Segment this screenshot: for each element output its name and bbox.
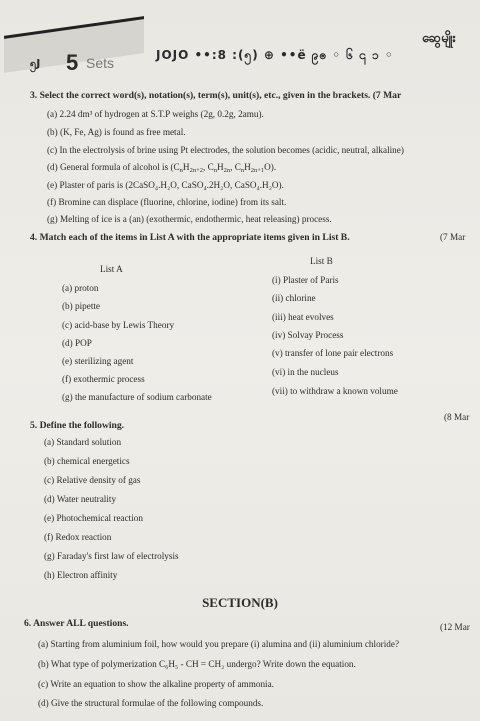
q5-item: (f) Redox reaction [44,532,112,542]
q6-item-a: (a) Starting from aluminium foil, how would you prepare (i) alumina and (ii) aluminium chloride? [38,639,400,649]
q5-heading: 5. Define the following. [30,420,125,431]
q5-item: (c) Relative density of gas [44,475,141,485]
list-b-item: (vii) to withdraw a known volume [272,386,398,396]
q3-item-g: (g) Melting of ice is a (an) (exothermic, endothermic, heat releasing) process. [47,214,332,224]
page-header [4,14,480,75]
list-b-item: (i) Plaster of Paris [272,275,339,285]
header-title: JOJO ••:8 :(၅) ⊕ ••ë ၉ၜ ◦ ၆ ၎ ၁ ◦ [156,48,394,62]
q6-item-c: (c) Write an equation to show the alkaline property of ammonia. [38,679,274,689]
section-heading: SECTION(B) [202,595,278,610]
list-b-item: (iii) heat evolves [272,312,334,322]
q3-item-b: (b) (K, Fe, Ag) is found as free metal. [47,127,186,137]
q3-item-d: (d) General formula of alcohol is ($C_nH_{2n+2}$, $C_nH_{2n}$, $C_nH_{2n+1}O$). [47,162,277,174]
q3-item-e: (e) Plaster of paris is (2CaSO₄.H₂O, CaSO₄.2H₂O, CaSO₄.H₂O). [47,180,284,190]
list-b-item: (ii) chlorine [272,293,316,303]
list-b-title: List B [310,256,333,266]
q6-item-d: (d) Give the structural formulae of the following compounds. [38,698,264,708]
list-a-item: (c) acid-base by Lewis Theory [62,320,175,330]
header-word: Sets [86,55,115,71]
q5-item: (d) Water neutrality [44,494,117,504]
list-a-item: (a) proton [62,283,99,293]
q3-heading: 3. Select the correct word(s), notation(s), term(s), unit(s), etc., given in the brackets. (7 Mar [30,90,402,101]
list-a-item: (f) exothermic process [62,374,145,384]
header-prefix: ၅J [30,57,41,70]
list-a-item: (g) the manufacture of sodium carbonate [62,392,212,402]
q5-item: (b) chemical energetics [44,456,130,466]
list-b-item: (iv) Solvay Process [272,330,344,340]
header-number: 5 [66,50,79,75]
q5-item: (e) Photochemical reaction [44,513,143,523]
q6-marks: (12 Mar [440,622,470,632]
q5-item: (a) Standard solution [44,437,122,447]
q6-item-b: (b) What type of polymerization C₆H₅ - CH = CH₂ undergo? Write down the equation. [38,659,356,669]
q6-heading: 6. Answer ALL questions. [24,618,129,629]
list-b-item: (v) transfer of lone pair electrons [272,348,394,358]
q3-item-d-prefix: (d) General formula of alcohol is (C [47,162,180,172]
q5-item: (h) Electron affinity [44,570,118,580]
list-b-item: (vi) in the nucleus [272,367,339,377]
publisher-logo: ဆွေမျိုး [422,31,456,46]
list-a-title: List A [100,264,123,274]
q3-item-f: (f) Bromine can displace (fluorine, chlorine, iodine) from its salt. [47,197,287,207]
list-a-item: (b) pipette [62,301,101,311]
q5-item: (g) Faraday's first law of electrolysis [44,551,179,561]
list-a-item: (d) POP [62,338,92,348]
q3-item-c: (c) In the electrolysis of brine using Pt electrodes, the solution becomes (acidic, neutral, alkaline) [47,145,404,155]
q3-item-a: (a) 2.24 dm³ of hydrogen at S.T.P weighs (2g, 0.2g, 2amu). [47,109,264,119]
q5-marks: (8 Mar [444,412,470,422]
list-a-item: (e) sterilizing agent [62,356,134,366]
q4-marks: (7 Mar [440,232,466,242]
q4-heading: 4. Match each of the items in List A with the appropriate items given in List B. [30,232,350,243]
